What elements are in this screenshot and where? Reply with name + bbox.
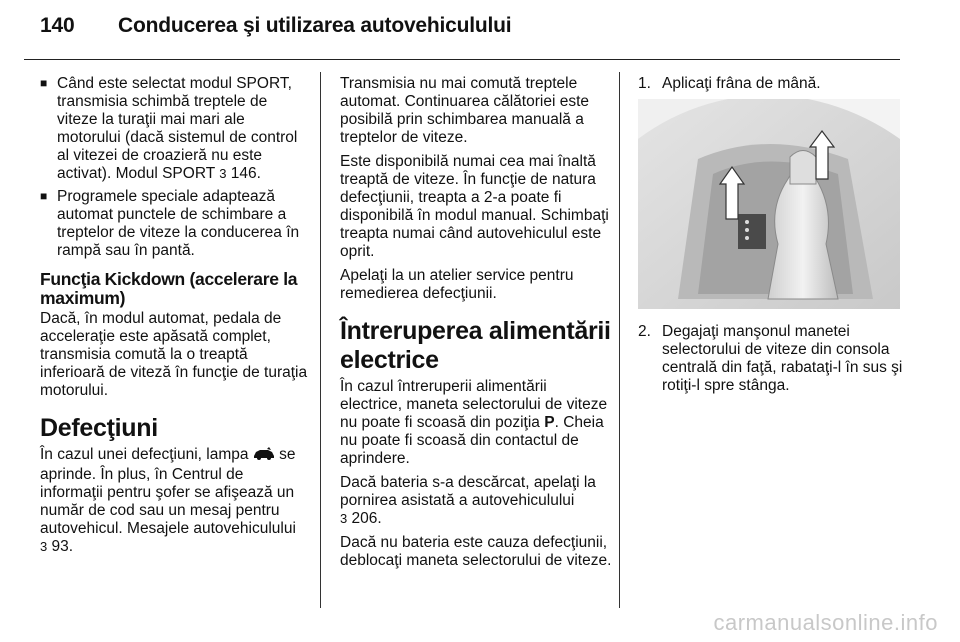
- column-right: [638, 75, 908, 395]
- step-item: [638, 75, 908, 93]
- page-ref-arrow-icon: 3: [40, 539, 48, 554]
- column-divider: [320, 72, 321, 608]
- page-title: Conducerea şi utilizarea autovehiculului: [118, 14, 512, 37]
- page-ref-arrow-icon: 3: [340, 511, 348, 526]
- bullet-text: Când este selectat modul SPORT, transmisia schimbă treptele de viteze la turaţii mai mari ale motorului (dacă sistemul de control al vitezei de croazieră nu este activat). Modul SPORT: [57, 75, 298, 182]
- kickdown-paragraph: Dacă, în modul automat, pedala de acceleraţie este apăsată complet, transmisia comută la o treaptă inferioară de viteză în funcţie de turaţia motorului.: [40, 310, 308, 399]
- bullet-mark: ■: [40, 76, 48, 90]
- step-text: Aplicaţi frâna de mână.: [662, 75, 821, 92]
- page-ref[interactable]: 206.: [351, 510, 382, 527]
- column-middle: [340, 75, 612, 576]
- page-number: 140: [40, 14, 75, 37]
- paragraph: [340, 378, 612, 468]
- transmission-warning-lamp-icon: [253, 447, 275, 466]
- gear-selector-photo: [638, 99, 900, 309]
- step-text: Degajaţi manşonul manetei selectorului de viteze din consola centrală din faţă, rabataţi-l în sus şi rotiţi-l spre stânga.: [662, 323, 903, 394]
- faults-heading: Defecţiuni: [40, 414, 158, 442]
- bullet-item: [40, 75, 310, 183]
- faults-text-b: se aprinde. În plus, în Centrul de informaţii pentru şofer se afişează un număr de cod sau un mesaj pentru autovehicul. Mesajele autovehiculului: [40, 446, 296, 537]
- column-divider: [619, 72, 620, 608]
- paragraph-text: Dacă bateria s-a descărcat, apelaţi la pornirea asistată a autovehiculului: [340, 474, 596, 509]
- interruption-heading: Întreruperea alimentării electrice: [340, 317, 611, 374]
- position-p-label: P: [544, 414, 555, 431]
- paragraph: Transmisia nu mai comută treptele automat. Continuarea călătoriei este posibilă prin schimbarea manuală a treptelor de viteze.: [340, 75, 590, 146]
- bullet-mark: ■: [40, 189, 48, 203]
- header-rule: [24, 59, 900, 60]
- column-left: [40, 75, 310, 562]
- bullet-item: [40, 188, 310, 260]
- bullet-text: Programele speciale adaptează automat punctele de schimbare a treptelor de viteze la conducerea în rampă sau în pantă.: [57, 188, 300, 259]
- step-number: 2.: [638, 323, 651, 340]
- step-item: [638, 323, 908, 395]
- faults-text-a: În cazul unei defecţiuni, lampa: [40, 446, 249, 463]
- paragraph-text: În cazul întreruperii alimentării electrice, maneta selectorului de viteze nu poate fi scoasă din poziţia: [340, 378, 608, 431]
- step-number: 1.: [638, 75, 651, 92]
- watermark: carmanualsonline.info: [713, 610, 938, 635]
- faults-paragraph: [40, 446, 310, 556]
- page-ref[interactable]: 146.: [230, 165, 261, 182]
- paragraph: Apelaţi la un atelier service pentru remedierea defecţiunii.: [340, 267, 574, 302]
- page-header: [40, 14, 511, 38]
- paragraph: [340, 474, 612, 528]
- kickdown-heading: Funcţia Kickdown (accelerare la maximum): [40, 269, 298, 308]
- paragraph: Este disponibilă numai cea mai înaltă treaptă de viteze. În funcţie de natura defecţiunii, treapta a 2-a poate fi disponibilă în modul manual. Schimbaţi treapta numai când autovehiculul este oprit.: [340, 153, 609, 260]
- page-ref-arrow-icon: 3: [219, 166, 227, 181]
- paragraph: Dacă nu bateria este cauza defecţiunii, deblocaţi maneta selectorului de viteze.: [340, 534, 612, 569]
- page-ref[interactable]: 93.: [51, 538, 74, 555]
- paragraph-text: . Cheia nu poate fi scoasă din contactul de aprindere.: [340, 414, 604, 467]
